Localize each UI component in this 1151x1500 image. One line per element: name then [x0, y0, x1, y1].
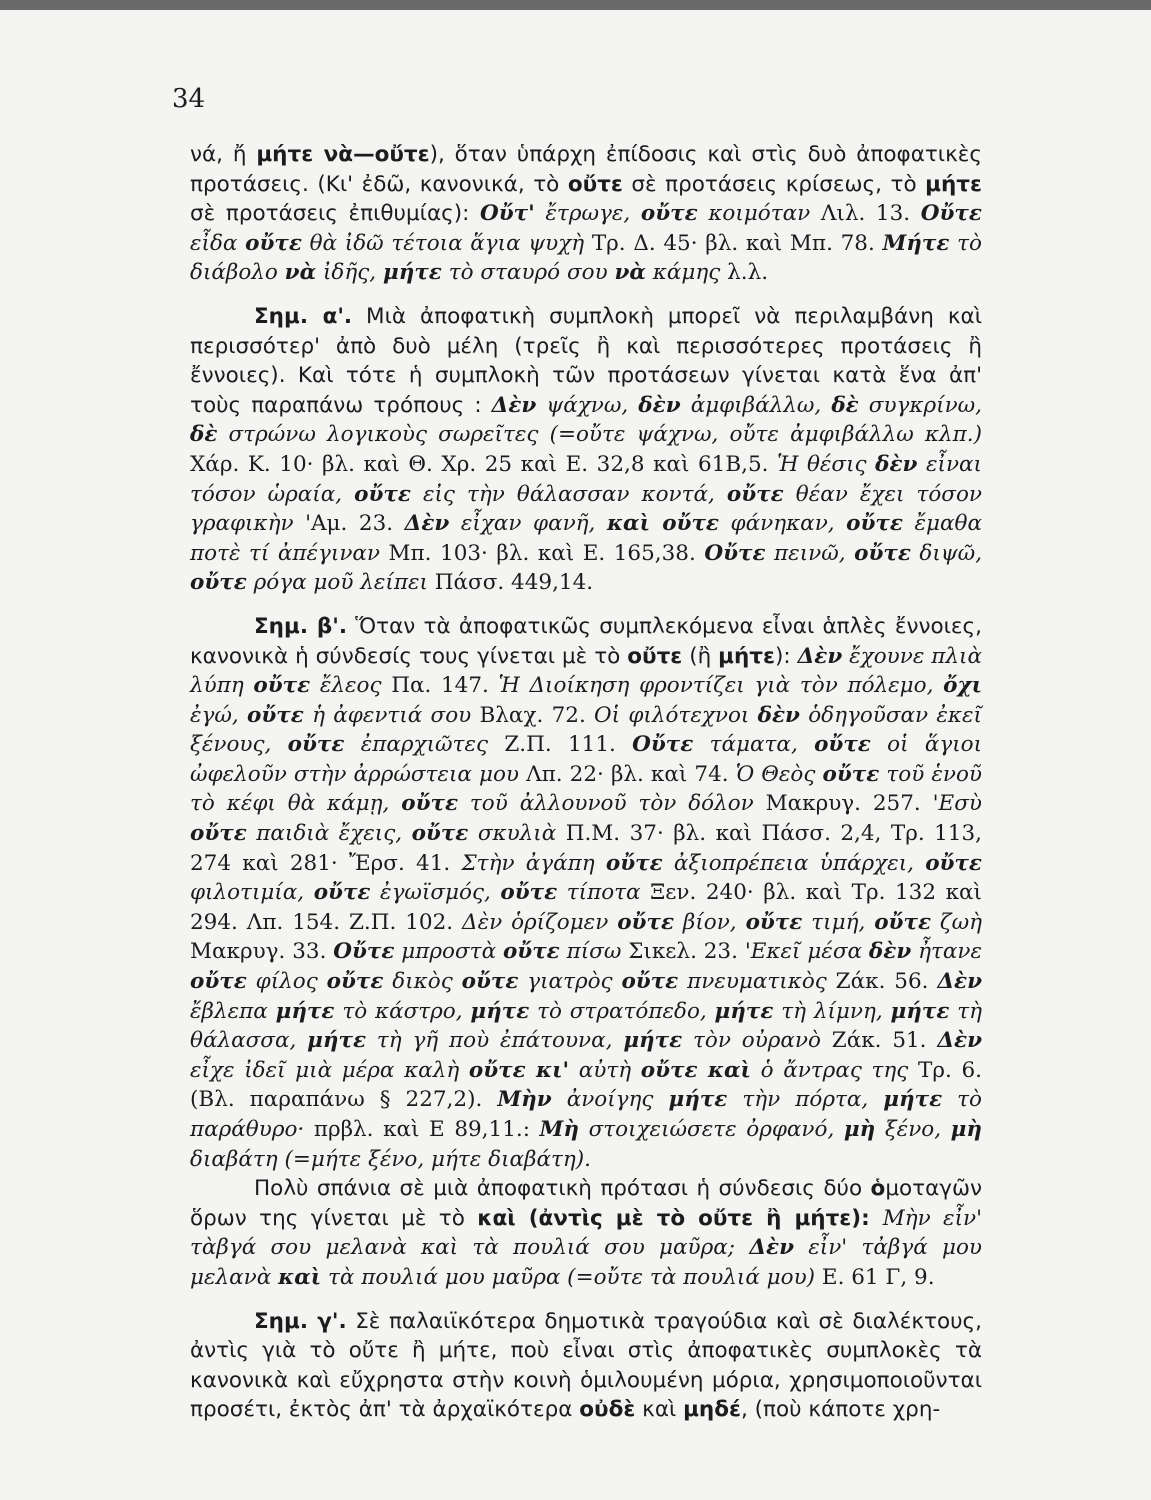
page-number: 34	[172, 84, 206, 114]
text-run: οὔτε	[253, 673, 311, 699]
text-run: δὲν	[868, 939, 912, 965]
text-run: Μιὰ ἀποφατικὴ συμπλοκὴ μπορεῖ νὰ περιλαμβάνη καὶ περισσότερ' ἀπὸ δυὸ μέλη (τρεῖς ἢ καὶ περισσότερες προτάσεις ἢ ἔννοιες). Καὶ τότε ἡ συμπλοκὴ τῶν προτάσεων γίνεται κατὰ ἕνα ἀπ' τοὺς παραπάνω τρόπους :	[190, 303, 982, 418]
text-run: οὔτε	[726, 481, 784, 507]
text-run: Πάσσ. 449,14.	[427, 570, 594, 596]
text-run: διψῶ,	[910, 540, 983, 566]
text-run: μηδέ	[683, 1397, 741, 1423]
text-run: , ποὺ εἶναι στὶς ἀποφατικὲς συμπλοκὲς τὰ κανονικὰ καὶ εὔχρηστα στὴν κοινὴ ὁμιλουμένη μόρια, χρησιμοποιοῦνται προσέτι, ἐκτὸς ἀπ' τὰ ἀρχαϊκότερα	[190, 1338, 983, 1423]
text-run: Λιλ. 13.	[810, 201, 921, 227]
text-run: 'Εσὺ	[932, 791, 982, 817]
text-run: μήτε	[307, 1028, 367, 1054]
text-run: κάμης	[645, 260, 721, 286]
text-run: τὰ πουλιά μου μαῦρα (=οὔτε τὰ πουλιά μου)	[321, 1264, 816, 1290]
text-run: φίλος	[246, 969, 327, 995]
text-run: οὔτε	[247, 702, 304, 728]
text-run: ἀνοίγης	[551, 1087, 669, 1113]
text-run: μήτε	[794, 1205, 852, 1231]
text-run: Ὁ Θεὸς	[735, 761, 823, 787]
text-run: οὔτε	[846, 511, 903, 537]
text-run: Μὴν	[497, 1087, 552, 1113]
text-run: καὶ	[635, 1397, 684, 1423]
text-run: 'Εκεῖ μέσα	[744, 939, 869, 965]
text-run: ἔχουνε πλιὰ λύπη	[190, 643, 983, 699]
text-run: (ἢ	[682, 643, 719, 669]
text-run: μήτε	[714, 998, 774, 1024]
text-run: Δὲν	[491, 392, 537, 418]
text-run: τὸ κάστρο,	[334, 998, 471, 1024]
text-run: συγκρίνω,	[858, 392, 982, 418]
text-run: Δὲν	[937, 969, 982, 995]
text-run: πεινῶ,	[765, 540, 855, 566]
text-run: ὄχι	[943, 673, 982, 699]
text-run: θὰ ἰδῶ τέτοια ἅγια ψυχὴ	[301, 230, 585, 256]
paragraph-1	[190, 140, 982, 288]
text-run: μοταγῶν ὅρων της γίνεται μὲ τὸ	[190, 1176, 982, 1231]
text-run: Μὴν εἶν' τὰβγά σου μελανὰ καὶ τὰ πουλιά σου μαῦρα;	[190, 1205, 982, 1261]
text-run: ὁδηγοῦσαν ἐκεῖ ξένους,	[190, 702, 982, 758]
note-c-paragraph	[190, 1307, 982, 1425]
text-run: Σημ. β'.	[254, 613, 348, 639]
text-run: φάνηκαν,	[719, 511, 847, 537]
text-run: Πολὺ σπάνια σὲ μιὰ ἀποφατικὴ πρότασι ἡ σύνδεσις δύο	[254, 1176, 871, 1202]
text-run: ἦτανε	[911, 939, 982, 965]
text-run: Ἔρσ. 41.	[348, 850, 462, 876]
text-run: μήτε	[623, 1028, 683, 1054]
text-run: τὸ παράθυρο·	[190, 1087, 982, 1142]
text-run: Σικελ. 23.	[621, 939, 745, 965]
text-run: μήτε	[668, 1087, 728, 1113]
text-run: ἀξιοπρέπεια ὑπάρχει,	[662, 850, 926, 876]
text-run: Οὔτε	[704, 540, 766, 566]
text-run: ὁ ἄντρας της	[750, 1057, 909, 1083]
text-run: ἢ	[753, 1205, 795, 1231]
text-run: οὔτε	[245, 230, 302, 256]
text-run: ἡ ἀφεντιά σου	[303, 702, 472, 728]
text-run: παιδιὰ ἔχεις,	[246, 821, 412, 847]
text-run: εἶχε ἰδεῖ μιὰ μέρα καλὴ	[190, 1057, 469, 1083]
text-run: Μπ. 103· βλ. καὶ Ε. 165,38.	[380, 540, 705, 566]
text-run: καὶ	[278, 1264, 322, 1290]
text-run: εἶδα	[190, 230, 246, 256]
text-run: ):	[774, 643, 798, 669]
text-run: αὐτὴ	[569, 1057, 641, 1083]
text-run: οὐδὲ	[579, 1397, 636, 1423]
text-run: Τρ. Δ. 45· βλ. καὶ Μπ. 78.	[584, 230, 883, 256]
text-run: εἶν' τἀβγά μου μελανὰ	[190, 1235, 983, 1290]
text-run: δὲ	[831, 392, 859, 418]
text-run: φιλοτιμία,	[190, 880, 314, 906]
rare-usage-paragraph	[190, 1174, 982, 1292]
text-run: τίποτα	[557, 880, 641, 906]
text-run: ):	[851, 1205, 883, 1231]
text-run: Οὔτ'	[480, 201, 535, 227]
text-run: οὔτε	[313, 880, 371, 906]
text-run: λ.λ.	[720, 260, 769, 286]
text-run: οὔτε	[287, 732, 345, 758]
text-run: γιατρὸς	[518, 969, 622, 995]
text-run: ἐπαρχιῶτες	[344, 732, 489, 758]
text-run: οὔτε κι'	[468, 1057, 570, 1083]
text-run: Ἡ Διοίκηση φροντίζει γιὰ τὸν πόλεμο,	[498, 673, 944, 699]
text-run: οὔτε	[621, 969, 679, 995]
text-run: τὸ σταυρό σου	[441, 260, 615, 286]
text-run: ρόγα μοῦ λείπει	[246, 570, 428, 596]
text-run: οὔτε	[411, 821, 469, 847]
text-run: Μακρυγ. 257.	[753, 791, 933, 817]
text-run: νά, ἤ	[190, 142, 257, 167]
text-run: νὰ	[284, 260, 317, 286]
text-run: Δὲν ὁρίζομεν	[462, 909, 618, 935]
text-run: Λπ. 22· βλ. καὶ 74.	[519, 761, 736, 787]
text-run: κοιμόταν	[697, 201, 811, 227]
text-run: οὔτε	[698, 1205, 754, 1231]
text-run: δικὸς	[383, 969, 462, 995]
text-run: Τρ. 6. (Βλ. παραπάνω § 227,2).	[190, 1057, 982, 1113]
text-run: οὔτε	[401, 791, 459, 817]
text-run: Οἱ φιλότεχνοι	[594, 702, 758, 728]
text-run: μὴ	[843, 1117, 876, 1142]
text-run: οὔτε καὶ	[640, 1057, 751, 1083]
text-run: 'Αμ. 23.	[293, 511, 405, 537]
text-run: οὔτε	[190, 821, 247, 847]
text-run: μήτε νὰ—οὔτε	[256, 142, 430, 167]
text-run: τὸν οὐρανὸ	[682, 1028, 821, 1054]
text-run: οὔτε	[745, 909, 803, 935]
text-run: Πα. 147.	[381, 673, 499, 699]
text-run: ), ὅταν ὑπάρχη ἐπίδοσις καὶ στὶς δυὸ ἀποφατικὲς προτάσεις. (Κι' ἐδῶ, κανονικά, τὸ	[190, 142, 982, 197]
text-run: (ἀντὶς μὲ τὸ	[515, 1205, 699, 1231]
note-b-paragraph	[190, 612, 982, 1174]
text-run: ἔλεος	[310, 673, 382, 699]
text-run: ἢ	[398, 1338, 439, 1364]
text-run: οὔτε	[326, 969, 384, 995]
text-run: οὔτε	[640, 201, 698, 227]
text-run: τάματα,	[693, 732, 815, 758]
text-run: μήτε	[890, 998, 950, 1024]
text-run: Σὲ παλαιϊκότερα δημοτικὰ τραγούδια καὶ σὲ διαλέκτους, ἀντὶς γιὰ τὸ	[190, 1308, 982, 1364]
text-run: οἱ ἅγιοι ὠφελοῦν στὴν ἀρρώστεια μου	[190, 732, 983, 787]
text-run: μπροστὰ	[394, 939, 503, 965]
scan-top-edge	[0, 0, 1151, 10]
text-run: σκυλιὰ	[468, 821, 557, 847]
text-run: Στὴν ἀγάπη	[461, 850, 606, 876]
text-run: Μήτε	[882, 230, 950, 256]
text-run: ἰδῆς,	[316, 260, 383, 286]
text-run: βίον,	[674, 909, 746, 935]
text-run: θέαν ἔχει τόσον γραφικὴν	[190, 481, 983, 537]
text-run: Μακρυγ. 33.	[190, 939, 334, 965]
text-run: τὴ γῆ ποὺ ἐπάτουνα,	[366, 1028, 624, 1054]
text-run: ἐγωϊσμός,	[370, 880, 501, 906]
text-run: οὔτε	[617, 909, 675, 935]
text-run: οὔτε	[874, 909, 932, 935]
text-run: ἔτρωγε,	[534, 201, 641, 227]
text-run: νὰ	[614, 260, 646, 286]
text-run: οὔτε	[500, 880, 558, 906]
text-run: μήτε	[470, 998, 530, 1024]
text-run: οὔτε	[461, 969, 519, 995]
text-run: εἶναι τόσον ὡραία,	[190, 451, 982, 507]
text-run: ἔβλεπα	[190, 998, 276, 1024]
text-run: μὴ	[950, 1117, 983, 1142]
text-run: οὔτε	[348, 1338, 399, 1364]
text-run: Ζ.Π. 111.	[488, 732, 633, 758]
text-run: εἰς τὴν θάλασσαν κοντά,	[410, 481, 727, 507]
text-run: δὲν	[757, 702, 800, 728]
text-run: Σημ. γ'.	[254, 1308, 347, 1334]
text-run: τὸ στρατόπεδο,	[529, 998, 715, 1024]
text-run: Δὲν	[749, 1235, 794, 1261]
text-run: μήτε	[382, 260, 442, 286]
text-run: στρώνω λογικοὺς σωρεῖτες (=οὔτε ψάχνω, οὔτε ἀμφιβάλλω κλπ.)	[217, 422, 982, 448]
text-run: Ε. 61 Γ, 9.	[815, 1264, 935, 1290]
text-run: Οὔτε	[920, 201, 982, 227]
text-run: καὶ οὔτε	[606, 511, 719, 537]
text-run: σὲ προτάσεις ἐπιθυμίας):	[190, 201, 481, 227]
text-run: οὔτε	[502, 939, 560, 965]
text-run: μήτε	[883, 1087, 943, 1113]
text-run: οὔτε	[814, 732, 871, 758]
text-run: τὸ διάβολο	[190, 230, 982, 286]
text-run: ψάχνω,	[536, 392, 639, 418]
text-run: Ὅταν τὰ ἀποφατικῶς συμπλεκόμενα εἶναι ἁπλὲς ἔννοιες, κανονικὰ ἡ σύνδεσίς τους γίνεται μὲ τὸ	[190, 613, 982, 669]
text-run: Π.Μ. 37· βλ. καὶ Πάσσ. 2,4, Τρ. 113, 274 καὶ 281·	[190, 821, 982, 876]
text-run: Μὴ	[539, 1117, 579, 1142]
text-run: δὲ	[190, 422, 218, 448]
text-run: τὴν πόρτα,	[727, 1087, 884, 1113]
text-run: Δὲν	[404, 511, 450, 537]
text-run: Ξεν. 240· βλ. καὶ Τρ. 132 καὶ 294. Λπ. 154. Ζ.Π. 102.	[190, 880, 982, 935]
text-run: σὲ προτάσεις κρίσεως, τὸ	[622, 171, 926, 197]
text-run: Δὲν	[797, 643, 843, 669]
text-run: τιμή,	[802, 909, 875, 935]
text-run: δὲν	[638, 392, 681, 418]
text-run: στοιχειώσετε ὀρφανό,	[578, 1117, 844, 1142]
text-run: πρβλ. καὶ Ε 89,11.:	[304, 1117, 540, 1142]
page-body	[190, 140, 982, 1425]
text-run: τοῦ ἑνοῦ τὸ κέφι θὰ κάμῃ,	[190, 761, 983, 817]
text-run: οὔτε	[925, 850, 982, 876]
text-run: ἐγώ,	[190, 702, 248, 728]
text-run: διαβάτη (=μήτε ξένο, μήτε διαβάτη).	[190, 1146, 591, 1172]
text-run: τὴ θάλασσα,	[190, 998, 982, 1054]
text-run: οὔτε	[567, 171, 623, 197]
text-run: Σημ. α'.	[254, 303, 353, 329]
text-run: Ἡ θέσις	[777, 451, 876, 477]
text-run: τοῦ ἀλλουνοῦ τὸν δόλον	[458, 791, 754, 817]
text-run: τὴ λίμνη,	[773, 998, 891, 1024]
text-run: οὔτε	[854, 540, 911, 566]
text-run: ὁ	[870, 1176, 886, 1202]
note-a-paragraph	[190, 302, 982, 598]
text-run: Ζάκ. 56.	[826, 969, 938, 995]
text-run: εἶχαν φανῆ,	[449, 511, 607, 537]
text-run: Βλαχ. 72.	[471, 702, 595, 728]
text-run: Ζάκ. 51.	[820, 1028, 938, 1054]
text-run: μήτε	[718, 643, 775, 669]
text-run: πνευματικὸς	[678, 969, 827, 995]
text-run: Χάρ. Κ. 10· βλ. καὶ Θ. Χρ. 25 καὶ Ε. 32,8 καὶ 61Β,5.	[190, 451, 778, 477]
text-run: ἀμφιβάλλω,	[680, 392, 832, 418]
text-run: οὔτε	[627, 643, 683, 669]
text-run: Οὔτε	[632, 732, 694, 758]
text-run: οὔτε	[822, 761, 880, 787]
text-run: μήτε	[275, 998, 335, 1024]
text-run: Δὲν	[937, 1028, 982, 1054]
text-run: ζωὴ	[931, 909, 982, 935]
text-run: πίσω	[559, 939, 622, 965]
text-run: μήτε	[438, 1338, 491, 1364]
text-run: ἔμαθα ποτὲ τί ἀπέγιναν	[190, 511, 982, 566]
text-run: , (ποὺ κάποτε χρη-	[740, 1397, 941, 1423]
text-run: καὶ	[477, 1205, 516, 1231]
text-run: οὔτε	[190, 570, 247, 596]
text-run: δὲν	[875, 451, 918, 477]
text-run: οὔτε	[190, 969, 247, 995]
text-run: Οὔτε	[333, 939, 395, 965]
text-run: οὔτε	[605, 850, 663, 876]
text-run: μήτε	[925, 171, 982, 197]
text-run: ξένο,	[875, 1117, 951, 1142]
text-run: οὔτε	[354, 481, 411, 507]
